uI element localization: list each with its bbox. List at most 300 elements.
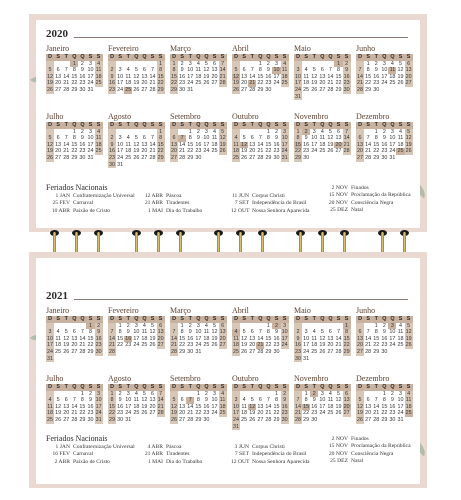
day-cell: 22 xyxy=(71,80,78,87)
weekday-header: S xyxy=(219,54,227,61)
weekday-header: Q xyxy=(320,54,325,60)
day-cell: 2 xyxy=(118,390,122,397)
holiday-date: 2 NOV xyxy=(331,436,348,442)
day-cell: 16 xyxy=(273,141,280,148)
day-cell: 6 xyxy=(213,60,217,67)
weekday-header: S xyxy=(405,384,413,391)
day-cell: 11 xyxy=(233,335,239,342)
day-cell: 3 xyxy=(390,128,394,135)
day-cell: 29 xyxy=(171,86,178,93)
day-cell: 31 xyxy=(87,154,94,161)
day-cell: 20 xyxy=(211,73,218,80)
weekday-header: S xyxy=(54,384,62,391)
empty-cell xyxy=(372,391,380,398)
day-cell: 27 xyxy=(357,154,364,161)
weekday-header: T xyxy=(372,384,380,391)
weekday-header: S xyxy=(405,316,413,323)
weekday-header: Q xyxy=(204,316,209,322)
day-cell: 18 xyxy=(211,141,218,148)
day-cell: 24 xyxy=(281,148,288,155)
month-days xyxy=(108,384,165,424)
day-cell: 15 xyxy=(257,73,264,80)
day-cell: 5 xyxy=(337,390,341,397)
day-cell: 16 xyxy=(373,73,380,80)
day-cell: 9 xyxy=(281,397,289,404)
day-cell: 7 xyxy=(294,397,302,404)
day-cell: 12 xyxy=(241,141,248,148)
day-cell: 16 xyxy=(87,403,94,410)
day-cell: 7 xyxy=(80,329,84,336)
day-cell: 27 xyxy=(179,416,186,423)
empty-cell xyxy=(108,323,116,330)
day-cell: 19 xyxy=(149,335,156,342)
day-cell: 2 xyxy=(108,135,116,142)
day-cell: 15 xyxy=(171,73,178,80)
day-cell: 14 xyxy=(179,141,186,148)
day-cell: 2 xyxy=(382,322,386,329)
holiday-row xyxy=(231,200,309,207)
day-cell: 26 xyxy=(63,348,70,355)
holiday-name: Corpus Christi xyxy=(252,444,285,450)
day-cell: 26 xyxy=(357,416,364,423)
day-cell: 5 xyxy=(213,322,217,329)
month-block xyxy=(232,44,289,94)
day-cell: 20 xyxy=(71,342,78,349)
day-cell: 24 xyxy=(389,342,396,349)
day-cell: 25 xyxy=(55,348,62,355)
weekday-header: S xyxy=(240,384,248,391)
day-cell: 5 xyxy=(46,67,54,74)
day-cell: 26 xyxy=(133,154,140,161)
day-cell: 30 xyxy=(373,86,380,93)
day-cell: 27 xyxy=(357,348,364,355)
day-cell: 18 xyxy=(219,403,226,410)
weekday-header: D xyxy=(170,54,178,61)
weekday-header: D xyxy=(232,316,240,323)
weekday-header: S xyxy=(334,316,342,323)
holiday-row xyxy=(326,458,411,465)
weekday-header: Q xyxy=(390,384,395,390)
day-cell: 15 xyxy=(71,73,78,80)
day-cell: 17 xyxy=(273,73,280,80)
day-cell: 5 xyxy=(170,397,178,404)
empty-cell xyxy=(140,61,148,68)
day-cell: 3 xyxy=(89,60,93,67)
day-cell: 14 xyxy=(171,335,178,342)
holiday-name: Confraternização Universal xyxy=(73,193,135,199)
day-cell: 27 xyxy=(71,348,78,355)
day-cell: 3 xyxy=(312,128,316,135)
day-cell: 17 xyxy=(389,141,396,148)
holiday-name: Consciência Negra xyxy=(351,199,394,206)
day-cell: 31 xyxy=(87,86,94,93)
weekday-header: S xyxy=(86,384,94,391)
day-cell: 18 xyxy=(125,148,132,155)
day-cell: 16 xyxy=(79,73,86,80)
day-cell: 1 xyxy=(196,390,200,397)
day-cell: 15 xyxy=(179,335,186,342)
day-cell: 20 xyxy=(141,148,148,155)
weekday-header: Q xyxy=(328,384,333,390)
day-cell: 27 xyxy=(157,342,164,349)
day-cell: 11 xyxy=(195,67,202,74)
day-cell: 25 xyxy=(397,148,404,155)
day-cell: 7 xyxy=(328,67,332,74)
day-cell: 26 xyxy=(241,348,248,355)
day-cell: 30 xyxy=(381,154,388,161)
day-cell: 4 xyxy=(126,67,130,74)
holiday-row xyxy=(46,193,135,200)
day-cell: 9 xyxy=(343,67,351,74)
weekday-header: D xyxy=(170,316,178,323)
day-cell: 24 xyxy=(381,80,388,87)
weekday-header: D xyxy=(294,384,302,391)
month-days xyxy=(108,122,165,168)
day-cell: 10 xyxy=(187,67,194,74)
weekday-header: D xyxy=(46,316,54,323)
day-cell: 29 xyxy=(187,154,194,161)
day-cell: 15 xyxy=(117,335,124,342)
day-cell: 9 xyxy=(80,135,84,142)
day-cell: 3 xyxy=(196,322,200,329)
holiday-name: Carnaval xyxy=(73,200,94,207)
day-cell: 18 xyxy=(303,80,310,87)
holiday-name: Proclamação da República xyxy=(351,192,411,199)
holiday-row xyxy=(326,192,411,199)
empty-cell xyxy=(302,323,310,330)
day-cell: 23 xyxy=(195,148,202,155)
holiday-date: 21 ABR xyxy=(144,451,163,458)
day-cell: 18 xyxy=(397,335,404,342)
weekday-header: S xyxy=(272,316,280,323)
day-cell: 18 xyxy=(125,80,132,87)
month-block xyxy=(46,112,103,162)
day-cell: 11 xyxy=(397,329,404,336)
month-days xyxy=(232,384,289,430)
weekday-header: S xyxy=(396,316,404,323)
holiday-row xyxy=(141,459,202,466)
month-days xyxy=(170,54,227,94)
empty-cell xyxy=(356,323,364,330)
day-cell: 14 xyxy=(79,335,86,342)
day-cell: 12 xyxy=(233,73,240,80)
day-cell: 13 xyxy=(71,335,78,342)
weekday-header: Q xyxy=(328,54,333,60)
month-name: Julho xyxy=(46,112,64,121)
weekday-header: D xyxy=(46,54,54,61)
day-cell: 3 xyxy=(232,397,240,404)
day-cell: 12 xyxy=(249,403,256,410)
day-cell: 4 xyxy=(304,67,308,74)
weekday-header: S xyxy=(396,54,404,61)
day-cell: 25 xyxy=(203,342,210,349)
day-cell: 28 xyxy=(79,348,86,355)
weekday-header: Q xyxy=(266,54,271,60)
day-cell: 20 xyxy=(257,410,264,417)
day-cell: 1 xyxy=(266,322,270,329)
weekday-header: T xyxy=(310,54,318,61)
holiday-date: 3 JUN xyxy=(234,444,249,450)
day-cell: 9 xyxy=(196,135,200,142)
day-cell: 5 xyxy=(399,60,403,67)
weekday-header: Q xyxy=(258,54,263,60)
day-cell: 8 xyxy=(157,67,165,74)
day-cell: 15 xyxy=(381,403,388,410)
day-cell: 2 xyxy=(302,129,310,136)
month-block xyxy=(170,112,227,162)
day-cell: 6 xyxy=(157,323,165,330)
weekday-header: S xyxy=(364,122,372,129)
day-cell: 30 xyxy=(265,86,272,93)
empty-cell xyxy=(178,391,186,398)
day-cell: 17 xyxy=(233,410,240,417)
day-cell: 24 xyxy=(303,348,310,355)
day-cell: 5 xyxy=(46,135,54,142)
day-cell: 26 xyxy=(397,80,404,87)
day-cell: 14 xyxy=(149,73,156,80)
month-days xyxy=(232,54,289,94)
day-cell: 22 xyxy=(179,342,186,349)
holiday-column xyxy=(46,193,135,215)
holiday-name: Páscoa xyxy=(166,193,182,199)
day-cell: 16 xyxy=(179,73,186,80)
day-cell: 1 xyxy=(108,391,116,398)
weekday-header: Q xyxy=(320,122,325,128)
holiday-date: 7 SET xyxy=(234,200,249,207)
day-cell: 23 xyxy=(273,342,280,349)
day-cell: 12 xyxy=(133,141,140,148)
month-days xyxy=(108,316,165,356)
weekday-header: T xyxy=(124,384,132,391)
calendar-sheet xyxy=(36,20,420,228)
empty-cell xyxy=(240,323,248,330)
month-days xyxy=(356,316,413,356)
day-cell: 4 xyxy=(213,128,217,135)
day-cell: 8 xyxy=(89,329,93,336)
day-cell: 13 xyxy=(141,141,148,148)
weekday-header: S xyxy=(343,122,351,129)
day-cell: 1 xyxy=(86,323,94,330)
day-cell: 21 xyxy=(219,73,226,80)
day-cell: 21 xyxy=(365,148,372,155)
day-cell: 23 xyxy=(373,80,380,87)
empty-cell xyxy=(310,323,318,330)
day-cell: 18 xyxy=(319,141,326,148)
weekday-header: D xyxy=(232,54,240,61)
empty-cell xyxy=(302,61,310,68)
day-cell: 20 xyxy=(357,148,364,155)
day-cell: 10 xyxy=(47,335,54,342)
day-cell: 18 xyxy=(405,403,412,410)
month-days xyxy=(46,122,103,162)
day-cell: 27 xyxy=(171,154,178,161)
day-cell: 9 xyxy=(118,397,122,404)
holiday-column xyxy=(141,193,202,215)
weekday-header: S xyxy=(334,54,342,61)
weekday-header: S xyxy=(95,54,103,61)
day-cell: 5 xyxy=(134,135,138,142)
day-cell: 30 xyxy=(343,86,350,93)
day-cell: 26 xyxy=(141,410,148,417)
weekday-header: S xyxy=(302,316,310,323)
weekday-header: Q xyxy=(72,384,77,390)
weekday-header: S xyxy=(54,316,62,323)
empty-cell xyxy=(356,61,364,68)
month-name: Março xyxy=(170,306,191,315)
day-cell: 8 xyxy=(108,397,116,404)
weekday-header: Q xyxy=(382,122,387,128)
day-cell: 8 xyxy=(382,397,386,404)
day-cell: 24 xyxy=(133,342,140,349)
day-cell: 9 xyxy=(304,135,308,142)
day-cell: 14 xyxy=(157,397,164,404)
day-cell: 10 xyxy=(295,73,302,80)
day-cell: 2 xyxy=(188,322,192,329)
weekday-header: D xyxy=(170,384,178,391)
month-days xyxy=(108,54,165,94)
day-cell: 1 xyxy=(188,128,192,135)
day-cell: 30 xyxy=(281,416,288,423)
day-cell: 15 xyxy=(71,141,78,148)
empty-cell xyxy=(232,61,240,68)
day-cell: 10 xyxy=(203,135,210,142)
day-cell: 10 xyxy=(281,329,288,336)
day-cell: 24 xyxy=(125,410,132,417)
day-cell: 24 xyxy=(187,80,194,87)
day-cell: 7 xyxy=(266,397,270,404)
weekday-header: Q xyxy=(258,122,263,128)
day-cell: 6 xyxy=(250,135,254,142)
weekday-header: S xyxy=(148,384,156,391)
day-cell: 7 xyxy=(258,135,262,142)
day-cell: 16 xyxy=(109,148,116,155)
day-cell: 24 xyxy=(281,342,288,349)
day-cell: 1 xyxy=(374,322,378,329)
day-cell: 7 xyxy=(170,329,178,336)
day-cell: 16 xyxy=(343,73,350,80)
day-cell: 17 xyxy=(311,141,318,148)
empty-cell xyxy=(240,391,248,398)
day-cell: 2 xyxy=(310,391,318,398)
day-cell: 28 xyxy=(179,154,186,161)
day-cell: 17 xyxy=(211,403,218,410)
empty-cell xyxy=(264,391,272,398)
day-cell: 27 xyxy=(249,154,256,161)
day-cell: 17 xyxy=(295,80,302,87)
day-cell: 9 xyxy=(80,67,84,74)
day-cell: 16 xyxy=(381,141,388,148)
day-cell: 6 xyxy=(356,329,364,336)
day-cell: 30 xyxy=(303,154,310,161)
day-cell: 26 xyxy=(55,416,62,423)
weekday-header: Q xyxy=(196,384,201,390)
month-block xyxy=(294,374,351,424)
day-cell: 11 xyxy=(327,397,334,404)
day-cell: 31 xyxy=(303,355,310,362)
day-cell: 29 xyxy=(257,86,264,93)
weekday-header: T xyxy=(248,316,256,323)
day-cell: 23 xyxy=(187,342,194,349)
month-name: Novembro xyxy=(294,112,329,121)
day-cell: 19 xyxy=(141,403,148,410)
weekday-header: Q xyxy=(266,384,271,390)
month-name: Maio xyxy=(294,44,311,53)
day-cell: 10 xyxy=(311,135,318,142)
weekday-header: S xyxy=(302,122,310,129)
day-cell: 29 xyxy=(195,416,202,423)
day-cell: 31 xyxy=(187,86,194,93)
month-block xyxy=(170,44,227,94)
weekday-header: Q xyxy=(72,316,77,322)
day-cell: 6 xyxy=(56,135,60,142)
day-cell: 29 xyxy=(273,416,280,423)
weekday-header: Q xyxy=(134,384,139,390)
empty-cell xyxy=(240,61,248,68)
day-cell: 20 xyxy=(357,342,364,349)
day-cell: 26 xyxy=(249,416,256,423)
day-cell: 22 xyxy=(265,342,272,349)
day-cell: 1 xyxy=(258,60,262,67)
weekday-header: S xyxy=(240,122,248,129)
weekday-header: D xyxy=(108,384,116,391)
empty-cell xyxy=(256,391,264,398)
day-cell: 30 xyxy=(273,154,280,161)
weekday-header: S xyxy=(116,54,124,61)
weekday-header: D xyxy=(356,54,364,61)
weekday-header: S xyxy=(157,384,165,391)
day-cell: 27 xyxy=(365,416,372,423)
day-cell: 30 xyxy=(117,416,124,423)
day-cell: 25 xyxy=(303,86,310,93)
day-cell: 21 xyxy=(327,80,334,87)
day-cell: 11 xyxy=(319,135,326,142)
day-cell: 4 xyxy=(46,397,54,404)
day-cell: 15 xyxy=(195,403,202,410)
weekday-header: S xyxy=(95,384,103,391)
weekday-header: S xyxy=(219,384,227,391)
day-cell: 27 xyxy=(63,416,70,423)
day-cell: 14 xyxy=(295,403,302,410)
empty-cell xyxy=(116,61,124,68)
day-cell: 3 xyxy=(388,323,396,330)
day-cell: 8 xyxy=(294,135,302,142)
day-cell: 18 xyxy=(311,342,318,349)
day-cell: 30 xyxy=(87,416,94,423)
day-cell: 16 xyxy=(311,403,318,410)
empty-cell xyxy=(248,391,256,398)
weekday-header: T xyxy=(124,122,132,129)
day-cell: 3 xyxy=(118,67,122,74)
month-name: Setembro xyxy=(170,374,201,383)
day-cell: 27 xyxy=(257,416,264,423)
day-cell: 18 xyxy=(47,410,54,417)
weekday-header: Q xyxy=(382,54,387,60)
day-cell: 14 xyxy=(373,403,380,410)
day-cell: 24 xyxy=(195,342,202,349)
day-cell: 29 xyxy=(109,416,116,423)
day-cell: 8 xyxy=(374,135,378,142)
day-cell: 11 xyxy=(125,141,132,148)
month-days xyxy=(356,122,413,162)
weekday-header: S xyxy=(272,54,280,61)
weekday-header: T xyxy=(248,54,256,61)
day-cell: 14 xyxy=(365,141,372,148)
day-cell: 30 xyxy=(389,416,396,423)
empty-cell xyxy=(54,323,62,330)
day-cell: 22 xyxy=(87,342,94,349)
holiday-row xyxy=(231,208,309,215)
day-cell: 15 xyxy=(295,141,302,148)
